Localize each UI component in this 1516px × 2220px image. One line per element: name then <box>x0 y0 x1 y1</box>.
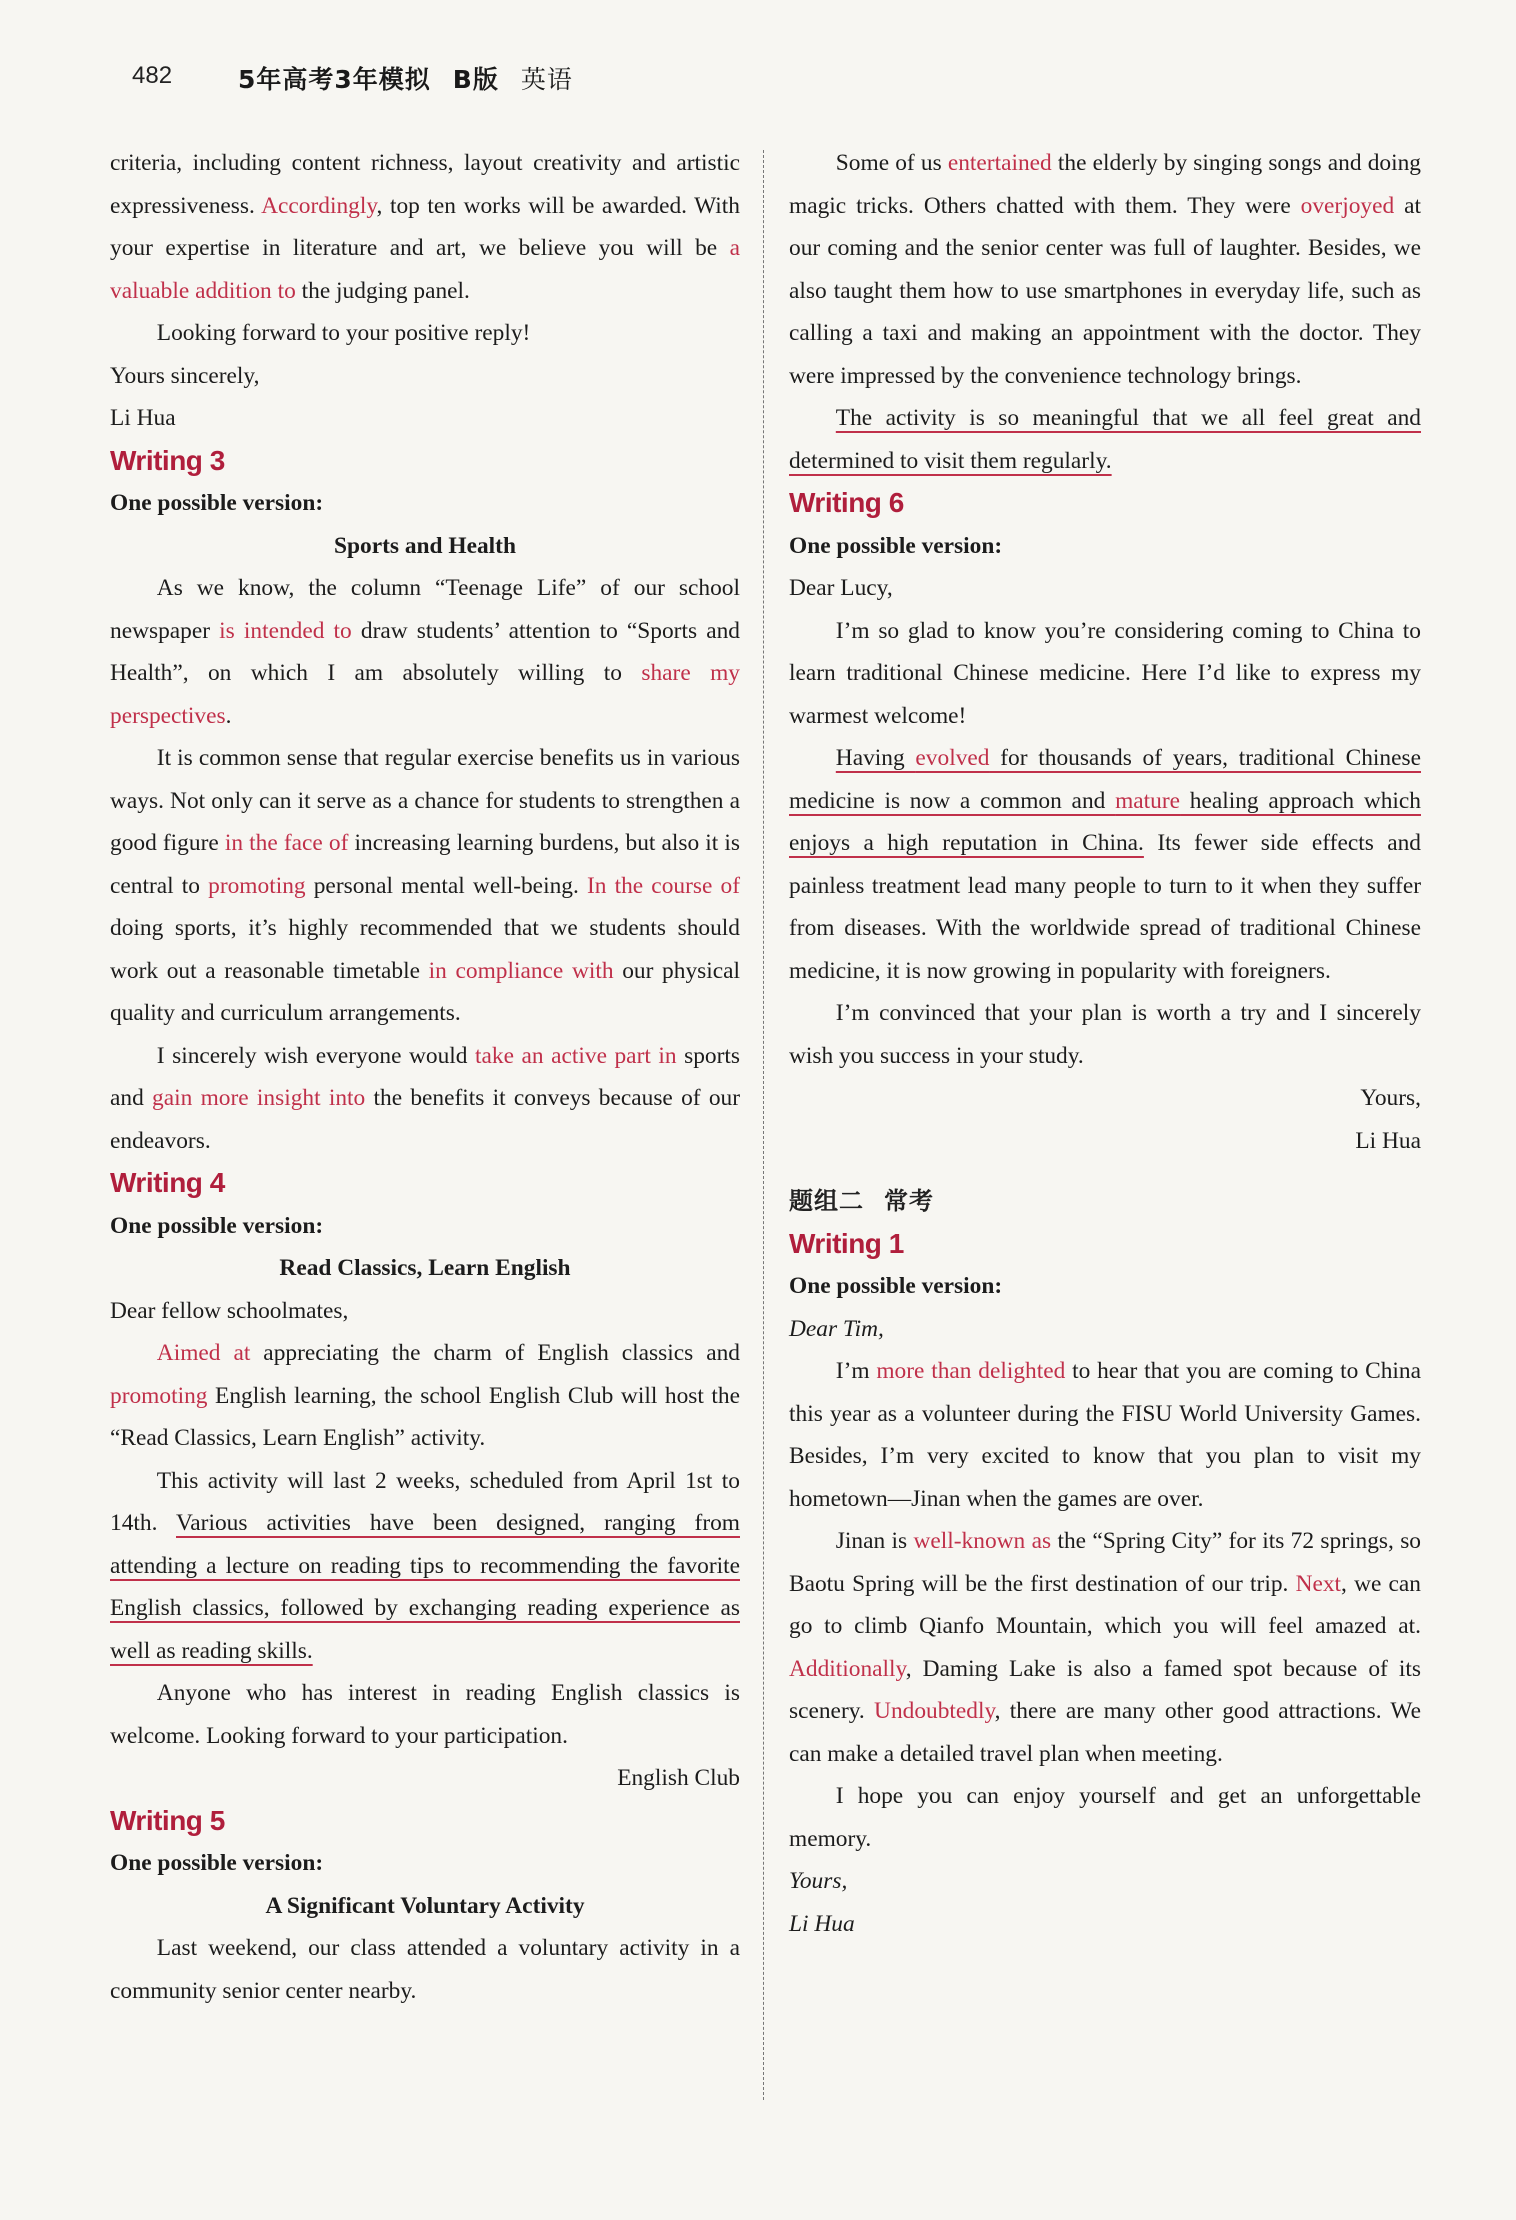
highlight-phrase: take an active part in <box>475 1042 677 1069</box>
highlight-phrase: mature <box>1115 787 1181 814</box>
text-run: criteria, including content richness, layout creativity and artistic expressiveness. <box>110 150 740 219</box>
paragraph: I hope you can enjoy yourself and get an unforgettable memory. <box>789 1783 1421 1852</box>
text-run: . <box>225 702 232 729</box>
paragraph <box>110 737 740 1035</box>
essay-title: Read Classics, Learn English <box>279 1255 571 1281</box>
signature: Li Hua <box>789 1910 855 1937</box>
highlight-phrase: Additionally <box>789 1655 906 1682</box>
text-run: Its fewer side effects and painless treatment lead many people to turn to it when they suffer from diseases. With the worldwide spread of traditional Chinese medicine, it is now growing in popularity with foreigners. <box>789 830 1421 984</box>
text-run: , top ten works will be awarded. With your expertise in literature and art, we believe you will be <box>110 192 740 261</box>
book-title <box>238 60 573 96</box>
book-title-text: 5年高考3年模拟 <box>238 65 431 94</box>
text-run: draw students’ attention to “Sports and Health”, on which I am absolutely willing to <box>110 617 740 686</box>
text-run: I’m <box>835 1358 877 1384</box>
highlight-phrase: entertained <box>947 150 1052 176</box>
signoff: Yours, <box>1360 1085 1421 1111</box>
paragraph <box>789 397 1421 482</box>
highlight-phrase: gain more insight into <box>152 1085 366 1111</box>
text-run: Some of us <box>835 150 948 176</box>
writing-5-heading: Writing 5 <box>110 1804 225 1836</box>
signoff: Yours sincerely, <box>110 362 260 389</box>
group-subtitle: 常考 <box>884 1187 934 1215</box>
continued-paragraph <box>110 142 740 312</box>
highlight-phrase: overjoyed <box>1300 192 1395 219</box>
text-run: , we can go to climb Qianfo Mountain, which you will feel amazed at. <box>789 1570 1421 1639</box>
highlight-phrase: well-known as <box>913 1528 1052 1554</box>
paragraph <box>789 1350 1421 1520</box>
essay-title: A Significant Voluntary Activity <box>265 1892 585 1919</box>
text-run: the benefits it conveys because of our endeavors. <box>110 1085 741 1154</box>
page-header <box>0 58 1516 98</box>
paragraph: Anyone who has interest in reading English classics is welcome. Looking forward to your participation. <box>110 1680 740 1749</box>
highlight-phrase: promoting <box>110 1382 208 1409</box>
version-label: One possible version: <box>110 1212 324 1239</box>
edition-label: B版 <box>452 65 499 94</box>
highlight-phrase: evolved <box>915 745 990 771</box>
underlined-sentence: Various activities have been designed, ranging from attending a lecture on reading tips to recommending the favorite English classics, followed by exchanging reading experience as well as reading skills. <box>110 1510 740 1664</box>
highlight-phrase: promoting <box>208 872 306 899</box>
text-run: This activity will last 2 weeks, scheduled from April 1st to 14th. <box>110 1467 740 1536</box>
writing-1-heading: Writing 1 <box>789 1227 904 1259</box>
signature: Li Hua <box>1355 1127 1421 1154</box>
highlight-phrase: Aimed at <box>156 1340 251 1366</box>
greeting: Dear fellow schoolmates, <box>110 1297 349 1324</box>
text-run: the “Spring City” for its 72 springs, so Baotu Spring will be the first destination of our trip. <box>789 1528 1421 1597</box>
version-label: One possible version: <box>110 490 324 516</box>
paragraph <box>110 1460 740 1673</box>
text-run: , there are many other good attractions. We can make a detailed travel plan when meeting. <box>789 1698 1422 1767</box>
text-run: English learning, the school English Club will host the “Read Classics, Learn English” activity. <box>110 1382 740 1451</box>
text-run: personal mental well-being. <box>305 872 587 899</box>
text-run: It is common sense that regular exercise benefits us in various ways. Not only can it serve as a chance for students to strengthen a good figure <box>110 745 740 856</box>
page-number: 482 <box>132 62 173 89</box>
paragraph <box>110 1332 740 1460</box>
text-run: for thousands of years, traditional Chinese medicine is now a common and <box>789 745 1421 814</box>
writing-6-heading: Writing 6 <box>789 487 904 518</box>
text-run: , Daming Lake is also a famed spot because of its scenery. <box>789 1655 1421 1724</box>
text-run: sports and <box>110 1042 740 1111</box>
essay-title: Sports and Health <box>334 532 516 559</box>
text-run: the judging panel. <box>295 277 470 304</box>
paragraph <box>789 737 1421 992</box>
writing-4-heading: Writing 4 <box>110 1167 225 1198</box>
underlined-sentence: The activity is so meaningful that we all feel great and determined to visit them regularly. <box>789 405 1421 474</box>
version-label: One possible version: <box>110 1850 324 1876</box>
highlight-phrase: Undoubtedly <box>874 1698 995 1724</box>
column-divider <box>763 150 764 2100</box>
paragraph <box>789 142 1421 397</box>
text-run: Having <box>835 745 916 771</box>
highlight-phrase: a valuable addition to <box>110 235 740 304</box>
writing-3-heading: Writing 3 <box>110 444 225 476</box>
greeting: Dear Lucy, <box>789 575 893 601</box>
text-run: to hear that you are coming to China this year as a volunteer during the FISU World University Games. Besides, I’m very excited to know that you plan to visit my hometown—Jinan when the games are over. <box>789 1358 1421 1512</box>
paragraph <box>110 1035 740 1163</box>
text-run: our physical quality and curriculum arrangements. <box>110 957 741 1026</box>
highlight-phrase: share my perspectives <box>110 660 740 729</box>
highlight-phrase: more than delighted <box>876 1358 1066 1384</box>
subject-label: 英语 <box>520 65 573 94</box>
highlight-phrase: is intended to <box>219 617 352 644</box>
group-label <box>789 1180 1421 1223</box>
highlight-phrase: Accordingly <box>261 192 377 219</box>
right-column <box>789 142 1421 2190</box>
highlight-phrase: In the course of <box>586 872 740 899</box>
text-run: I sincerely wish everyone would <box>156 1042 476 1069</box>
signature: English Club <box>617 1765 740 1791</box>
highlight-phrase: Next <box>1295 1570 1342 1597</box>
paragraph: Last weekend, our class attended a voluntary activity in a community senior center nearby. <box>110 1935 740 2004</box>
paragraph: I’m convinced that your plan is worth a try and I sincerely wish you success in your study. <box>789 1000 1421 1069</box>
text-run: appreciating the charm of English classics and <box>250 1340 740 1366</box>
signature: Li Hua <box>110 405 176 431</box>
text-run: doing sports, it’s highly recommended that we students should work out a reasonable timetable <box>110 915 740 984</box>
version-label: One possible version: <box>789 1273 1003 1299</box>
paragraph <box>110 567 740 737</box>
left-column <box>110 142 740 2190</box>
signoff: Yours, <box>789 1868 848 1894</box>
closing-line: Looking forward to your positive reply! <box>156 320 531 346</box>
greeting: Dear Tim, <box>789 1315 884 1342</box>
text-run: at our coming and the senior center was full of laughter. Besides, we also taught them how to use smartphones in everyday life, such as calling a taxi and making an appointment with the doctor. They were impressed by the convenience technology brings. <box>789 192 1421 389</box>
group-title: 题组二 <box>789 1187 864 1215</box>
highlight-phrase: in the face of <box>224 830 349 856</box>
text-run: Jinan is <box>835 1528 914 1554</box>
text-run: healing approach which enjoys a high reputation in China. <box>789 787 1421 856</box>
text-run: the elderly by singing songs and doing magic tricks. Others chatted with them. They were <box>789 150 1421 219</box>
text-run: increasing learning burdens, but also it is central to <box>110 830 741 899</box>
paragraph: I’m so glad to know you’re considering coming to China to learn traditional Chinese medicine. Here I’d like to express my warmest welcome! <box>789 617 1421 729</box>
text-run: As we know, the column “Teenage Life” of our school newspaper <box>110 575 740 644</box>
highlight-phrase: in compliance with <box>428 957 614 984</box>
paragraph <box>789 1520 1421 1775</box>
version-label: One possible version: <box>789 532 1003 559</box>
